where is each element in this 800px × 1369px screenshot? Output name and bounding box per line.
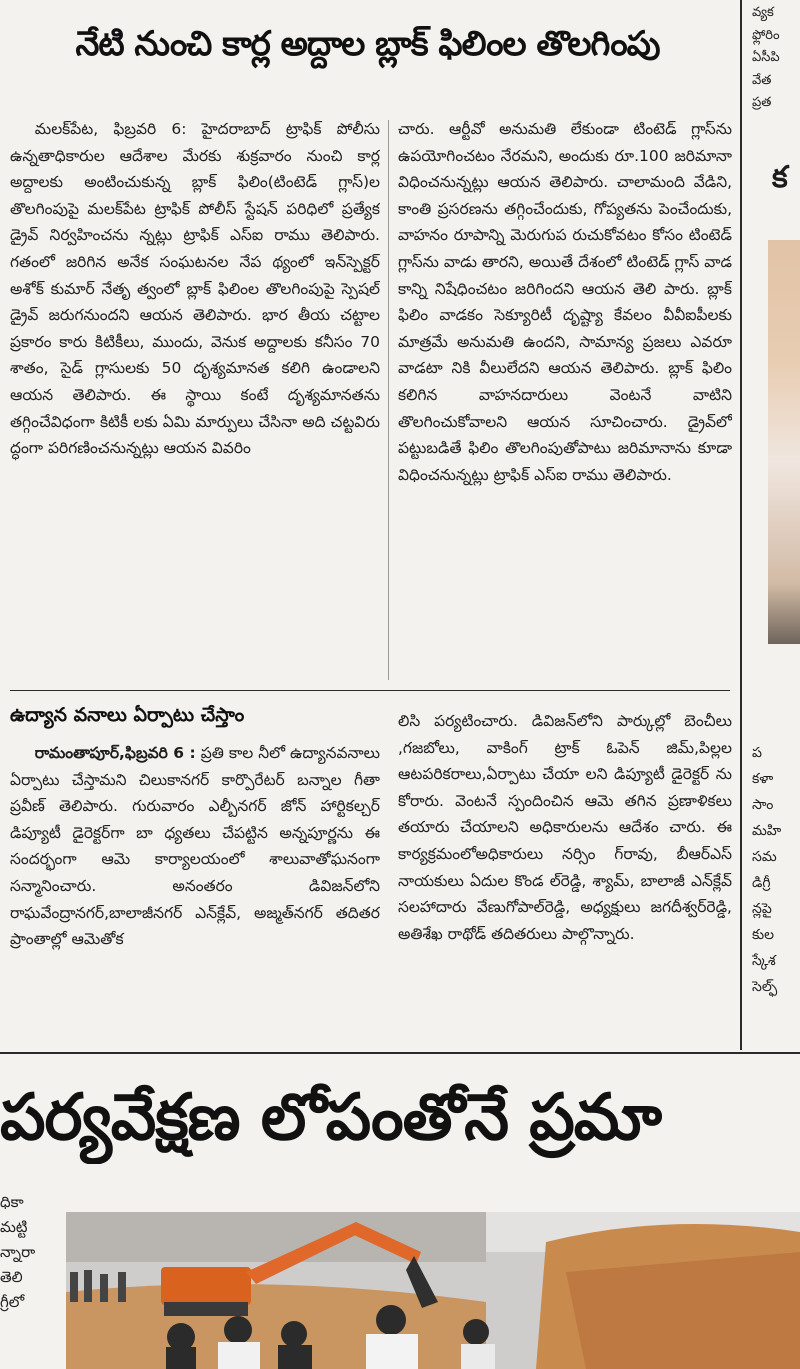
- side-fragment: డిగ్రీ: [752, 875, 771, 891]
- article1-right-text: చారు. ఆర్టీవో అనుమతి లేకుండా టింటెడ్ గ్లాస్‌ను ఉపయోగించటం నేరమని, అందుకు రూ.100 జరిమానా విధించనున్నట్లు ఆయన తెలిపారు. చాలామంది వేడిని, కాంతి ప్రసరణను తగ్గించేందుకు, గోప్యతను పెంచేందుకు, వాహనం రూపాన్ని మెరుగుప రుచుకోవటం కోసం టింటెడ్ గ్లాస్‌ను వాడు తారని, అయితే దేశంలో టింటెడ్ గ్లాస్ వాడ కాన్ని నిషేధించటం జరిగిందని ఆయన తెలి పారు. బ్లాక్ ఫిలిం వాడకం సెక్యూరిటీ దృష్ట్యా కేవలం వీవీఐపీలకు మాత్రమే అనుమతి ఉందని, సామాన్య ప్రజలు ఎవరూ వాడటా నికి వీలులేదని ఆయన తెలిపారు. బ్లాక్ ఫిలిం కలిగిన వాహనదారులు వెంటనే వాటిని తొలగించుకోవాలని ఆయన సూచించారు. డ్రైవ్‌లో పట్టుబడితే ఫిలిం తొలగింపుతోపాటు జరిమానాను కూడా విధించనున్నట్లు ట్రాఫిక్ ఎస్‌ఐ రాము తెలిపారు.: [398, 120, 732, 484]
- side-fragment: కళా: [752, 771, 774, 787]
- side-strip-heading-letter: క: [772, 160, 788, 195]
- column-gutter-rule: [388, 120, 389, 680]
- lower-article-headline: పర్యవేక్షణ లోపంతోనే ప్రమా: [0, 1081, 662, 1155]
- fragment: తెలి: [0, 1268, 23, 1286]
- side-fragment: కుల: [752, 927, 775, 943]
- side-photo: [768, 240, 800, 644]
- article2-headline: ఉద్యాన వనాలు ఏర్పాటు చేస్తాం: [10, 704, 245, 726]
- news-photo: [66, 1212, 800, 1369]
- article2-right-text: లిసి పర్యటించారు. డివిజన్‌లోని పార్కుల్లో బెంచీలు ,గజబోలు, వాకింగ్ ట్రాక్ ఓపెన్ జిమ్,పిల్లల ఆటపరికరాలు,ఏర్పాటు చేయా లని డిప్యూటీ డైరెక్టర్ ను కోరారు. వెంటనే స్పందించిన ఆమె తగిన ప్రణాళికలు తయారు చేయాలని అధికారులను ఆదేశం చారు. ఈ కార్యక్రమంలోఅధికారులు నర్సిం గ్‌రావు, బీఆర్ఎస్ నాయకులు ఏదుల కొండ ల్‌రెడ్డి, శ్యామ్, బాలాజీ ఎన్‌క్లేవ్ సలహాదారు వేణుగోపాల్‌రెడ్డి, అధ్యక్షులు జగదీశ్వర్‌రెడ్డి, అతిశేఖ రాథోడ్ తదితరులు పాల్గొన్నారు.: [398, 712, 732, 943]
- side-fragment: ప్రత: [752, 95, 772, 110]
- side-fragment: మహి: [752, 823, 782, 839]
- article1-right-column: [398, 116, 732, 688]
- lower-left-fragments: [0, 1190, 62, 1369]
- side-fragment: న్లపై: [752, 901, 772, 917]
- article1-left-text: మలక్‌పేట, ఫిబ్రవరి 6: హైదరాబాద్ ట్రాఫిక్ పోలీసు ఉన్నతాధికారుల ఆదేశాల మేరకు శుక్రవారం నుంచి కార్ల అద్దాలకు అంటించుకున్న బ్లాక్ ఫిలిం(టింటెడ్ గ్లాస్)ల తొలగింపుపై మలక్‌పేట ట్రాఫిక్ పోలీస్ స్టేషన్ పరిధిలో ప్రత్యేక డ్రైవ్ నిర్వహించను న్నట్లు ట్రాఫిక్ ఎస్‌ఐ రాము తెలిపారు. గతంలో జరిగిన అనేక సంఘటనల నేప థ్యంలో ఇన్‌స్పెక్టర్ అశోక్ కుమార్ నేతృ త్వంలో బ్లాక్ ఫిలింల తొలగింపుపై స్పెషల్ డ్రైవ్ జరుగనుందని ఆయన తెలిపారు. భార తీయ చట్టాల ప్రకారం కారు కిటికీలు, ముందు, వెనుక అద్దాలకు కనీసం 70 శాతం, సైడ్ గ్లాసులకు 50 దృశ్యమానత కలిగి ఉండాలని ఆయన తెలిపారు. ఈ స్థాయి కంటే దృశ్యమానతను తగ్గించేవిధంగా కిటికీ లకు ఏమి మార్పులు చేసినా అది చట్టవిరు ద్ధంగా పరిగణించనున్నట్లు ఆయన వివరిం: [10, 120, 380, 458]
- article2-right-column: [398, 708, 732, 1048]
- side-strip-mid: [752, 740, 800, 1000]
- fragment: మట్టి: [0, 1218, 28, 1236]
- side-fragment: ఏసీపి: [752, 50, 780, 65]
- article1-left-column: [10, 116, 380, 688]
- fragment: న్నారా: [0, 1243, 36, 1261]
- fragment: ధికా: [0, 1193, 24, 1211]
- column-divider-right: [740, 0, 742, 1050]
- side-fragment: ప: [752, 745, 762, 761]
- side-fragment: స్కేశ: [752, 953, 776, 969]
- fragment: గ్రీలో: [0, 1293, 25, 1311]
- side-fragment: ఫ్లోరిం: [752, 27, 780, 43]
- side-strip-top: [752, 2, 800, 115]
- article-headline: నేటి నుంచి కార్ల అద్దాల బ్లాక్ ఫిలింల తొలగింపు: [75, 24, 660, 64]
- article2-left-column: [10, 740, 380, 1045]
- article2-left-text: ప్రతి కాల నీలో ఉద్యానవనాలు ఏర్పాటు చేస్తామని చిలుకానగర్ కార్పొరేటర్ బన్నాల గీతా ప్రవీణ్ తెలిపారు. గురువారం ఎల్బీనగర్ జోన్ హార్టికల్చర్ డిప్యూటీ డైరెక్టర్‌గా బా ధ్యతలు చేపట్టిన అన్నపూర్ణను ఈ సందర్భంగా ఆమె కార్యాలయంలో శాలువాతోఘనంగా సన్మానించారు. అనంతరం డివిజన్‌లోని రాఘవేంద్రానగర్,బాలాజీనగర్ ఎన్‌క్లేవ్, అజ్మత్‌నగర్ తదితర ప్రాంతాల్లో ఆమెతోక: [10, 744, 380, 949]
- side-fragment: వేత: [752, 72, 772, 88]
- section-divider: [0, 1052, 800, 1054]
- side-fragment: సెల్ఫ్: [752, 979, 778, 995]
- side-fragment: సమ: [752, 849, 777, 865]
- side-fragment: సాం: [752, 797, 774, 813]
- side-fragment: వ్యక: [752, 5, 774, 20]
- photo-illustration: [66, 1212, 800, 1369]
- article-divider: [10, 690, 730, 691]
- article2-dateline: రామంతాపూర్,ఫిబ్రవరి 6 :: [34, 744, 196, 762]
